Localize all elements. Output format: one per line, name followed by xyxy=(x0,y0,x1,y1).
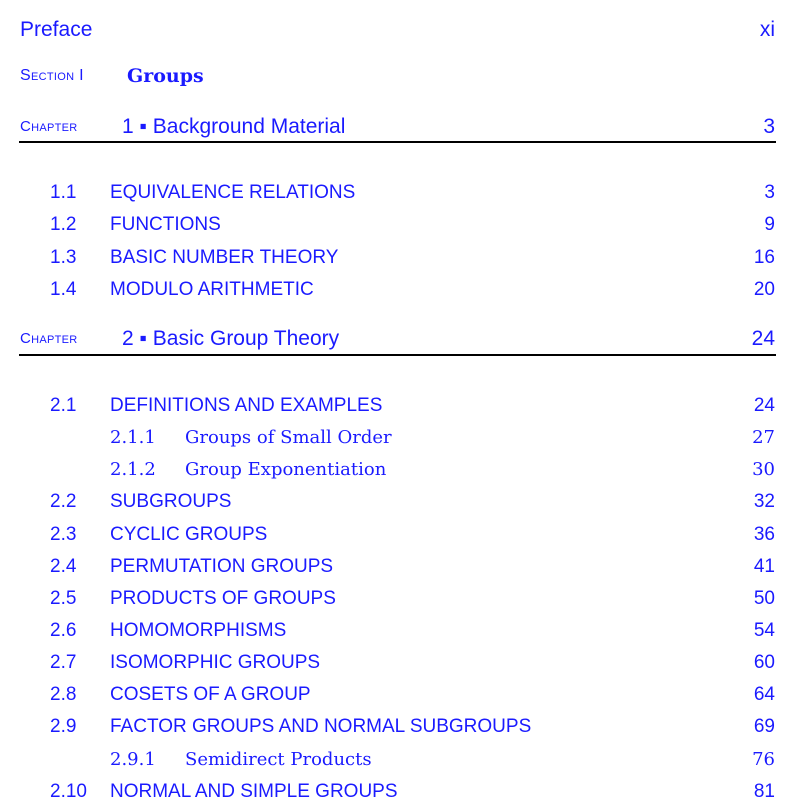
chapter-label: Chapter xyxy=(20,118,78,135)
section-number: 2.6 xyxy=(50,620,77,641)
subsection-number: 2.9.1 xyxy=(110,749,156,770)
section-title-link[interactable]: BASIC NUMBER THEORY xyxy=(110,247,339,268)
section-number: 2.8 xyxy=(50,684,77,705)
subsection-number: 2.1.2 xyxy=(110,459,156,480)
section-title-link[interactable]: ISOMORPHIC GROUPS xyxy=(110,652,321,673)
section-number: 1.4 xyxy=(50,279,77,300)
toc-entry-section[interactable] xyxy=(0,487,800,517)
section-page[interactable]: 69 xyxy=(753,716,775,737)
toc-entry-section[interactable] xyxy=(0,680,800,710)
subsection-title-link[interactable]: Semidirect Products xyxy=(185,749,372,770)
toc-section-heading xyxy=(0,61,800,91)
section-page[interactable]: 32 xyxy=(753,491,775,512)
toc-entry-section[interactable] xyxy=(0,712,800,742)
subsection-number: 2.1.1 xyxy=(110,427,156,448)
section-title-link[interactable]: NORMAL AND SIMPLE GROUPS xyxy=(110,781,398,802)
section-page[interactable]: 81 xyxy=(753,781,775,802)
subsection-page[interactable]: 30 xyxy=(752,459,775,480)
toc-entry-section[interactable] xyxy=(0,616,800,646)
section-page[interactable]: 54 xyxy=(753,620,775,641)
preface-title[interactable]: Preface xyxy=(20,18,93,41)
chapter-page[interactable]: 24 xyxy=(751,327,775,350)
preface-page[interactable]: xi xyxy=(759,18,775,41)
section-number: 2.1 xyxy=(50,395,77,416)
toc-entry-section[interactable] xyxy=(0,584,800,614)
toc-entry-preface[interactable] xyxy=(0,15,800,45)
section-number: 1.3 xyxy=(50,247,77,268)
section-page[interactable]: 50 xyxy=(753,588,775,609)
section-page[interactable]: 41 xyxy=(753,556,775,577)
section-page[interactable]: 24 xyxy=(753,395,775,416)
subsection-title-link[interactable]: Groups of Small Order xyxy=(185,427,392,448)
chapter-title[interactable]: 1 ▪ Background Material xyxy=(122,115,346,138)
toc-entry-section[interactable] xyxy=(0,648,800,678)
section-page[interactable]: 36 xyxy=(753,524,775,545)
section-title-link[interactable]: HOMOMORPHISMS xyxy=(110,620,287,641)
section-label: Section I xyxy=(20,67,84,84)
section-number: 1.2 xyxy=(50,214,77,235)
section-title-link[interactable]: FACTOR GROUPS AND NORMAL SUBGROUPS xyxy=(110,716,532,737)
toc-entry-chapter-1[interactable] xyxy=(0,112,800,142)
chapter-rule xyxy=(19,354,776,356)
section-title-link[interactable]: MODULO ARITHMETIC xyxy=(110,279,314,300)
section-title-link[interactable]: EQUIVALENCE RELATIONS xyxy=(110,182,356,203)
toc-entry-subsection[interactable] xyxy=(0,455,800,485)
section-title-link[interactable]: CYCLIC GROUPS xyxy=(110,524,268,545)
section-number: 2.7 xyxy=(50,652,77,673)
toc-entry-subsection[interactable] xyxy=(0,745,800,775)
chapter-label: Chapter xyxy=(20,330,78,347)
section-page[interactable]: 3 xyxy=(764,182,775,203)
section-title: Groups xyxy=(127,65,204,87)
subsection-page[interactable]: 76 xyxy=(752,749,775,770)
subsection-title-link[interactable]: Group Exponentiation xyxy=(185,459,387,480)
toc-entry-section[interactable] xyxy=(0,178,800,208)
section-title-link[interactable]: PRODUCTS OF GROUPS xyxy=(110,588,336,609)
section-number: 2.4 xyxy=(50,556,77,577)
section-page[interactable]: 64 xyxy=(753,684,775,705)
toc-entry-section[interactable] xyxy=(0,552,800,582)
section-title-link[interactable]: DEFINITIONS AND EXAMPLES xyxy=(110,395,383,416)
chapter-rule xyxy=(19,141,776,143)
section-page[interactable]: 20 xyxy=(753,279,775,300)
section-number: 2.3 xyxy=(50,524,77,545)
section-page[interactable]: 9 xyxy=(764,214,775,235)
toc-entry-section[interactable] xyxy=(0,275,800,305)
section-number: 2.2 xyxy=(50,491,77,512)
section-number: 2.10 xyxy=(50,781,87,802)
section-title-link[interactable]: COSETS OF A GROUP xyxy=(110,684,311,705)
toc-entry-section[interactable] xyxy=(0,777,800,807)
section-page[interactable]: 16 xyxy=(753,247,775,268)
section-number: 2.5 xyxy=(50,588,77,609)
chapter-page[interactable]: 3 xyxy=(763,115,775,138)
section-number: 2.9 xyxy=(50,716,77,737)
chapter-title[interactable]: 2 ▪ Basic Group Theory xyxy=(122,327,340,350)
subsection-page[interactable]: 27 xyxy=(752,427,775,448)
section-title-link[interactable]: PERMUTATION GROUPS xyxy=(110,556,334,577)
toc-entry-section[interactable] xyxy=(0,520,800,550)
toc-entry-section[interactable] xyxy=(0,210,800,240)
toc-entry-section[interactable] xyxy=(0,243,800,273)
toc-entry-subsection[interactable] xyxy=(0,423,800,453)
toc-entry-chapter-2[interactable] xyxy=(0,324,800,354)
toc-entry-section[interactable] xyxy=(0,391,800,421)
section-title-link[interactable]: FUNCTIONS xyxy=(110,214,221,235)
section-number: 1.1 xyxy=(50,182,77,203)
section-title-link[interactable]: SUBGROUPS xyxy=(110,491,232,512)
section-page[interactable]: 60 xyxy=(753,652,775,673)
